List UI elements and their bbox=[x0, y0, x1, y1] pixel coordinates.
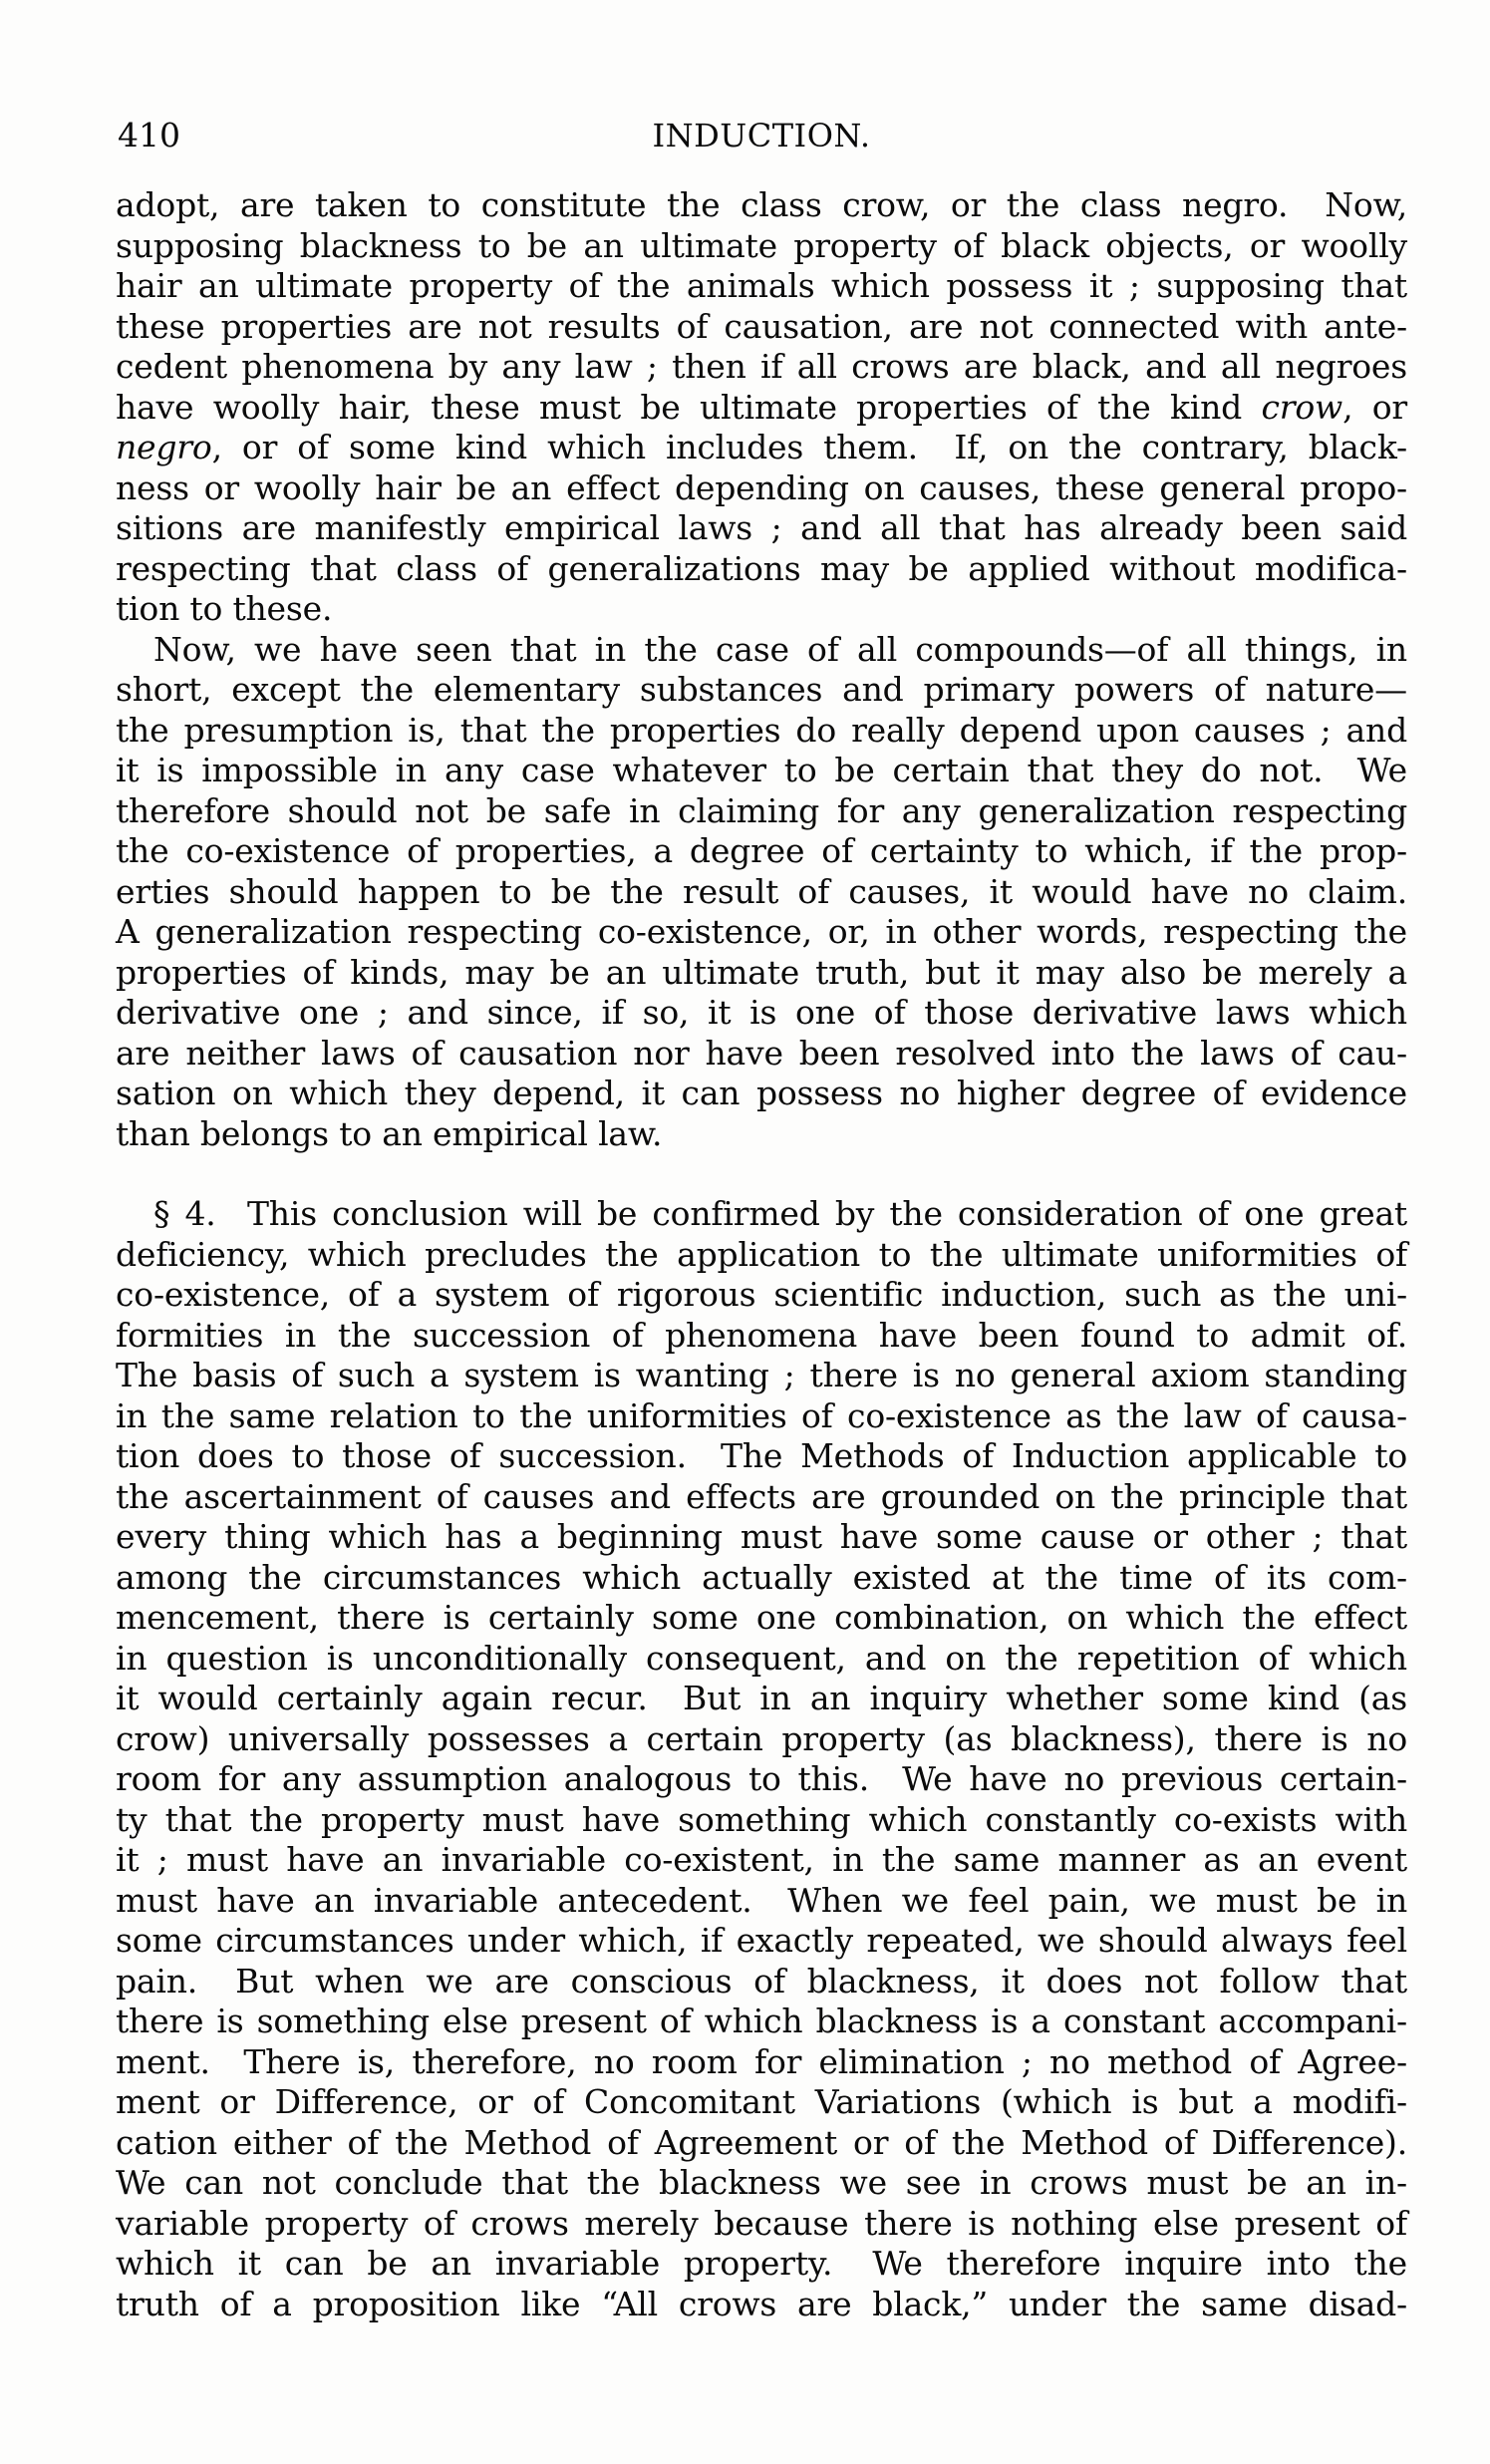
text-line: sation on which they depend, it can possess no higher degree of evidence bbox=[116, 1074, 1407, 1112]
text-line: have woolly hair, these must be ultimate properties of the kind crow, or bbox=[116, 387, 1408, 427]
text-line: hair an ultimate property of the animals which possess it ; supposing that bbox=[116, 266, 1407, 305]
text-line: cedent phenomena by any law ; then if all crows are black, and all negroes bbox=[116, 347, 1407, 386]
text-line: ty that the property must have something which constantly co-exists with bbox=[116, 1799, 1407, 1839]
text-line: which it can be an invariable property. We therefore inquire into the bbox=[116, 2244, 1407, 2283]
text-line: some circumstances under which, if exactly repeated, we should always feel bbox=[116, 1921, 1407, 1960]
paragraph bbox=[116, 185, 1407, 630]
text-line: ment or Difference, or of Concomitant Variations (which is but a modifi- bbox=[116, 2082, 1407, 2121]
text-line: § 4. This conclusion will be confirmed by the consideration of one great bbox=[153, 1194, 1407, 1233]
text-line: Now, we have seen that in the case of all compounds—of all things, in bbox=[153, 629, 1407, 669]
text-line: ness or woolly hair be an effect depending on causes, these general propo- bbox=[116, 467, 1407, 507]
page-header bbox=[116, 114, 1407, 157]
running-head: INDUCTION. bbox=[652, 117, 871, 154]
text-line: erties should happen to be the result of causes, it would have no claim. bbox=[116, 871, 1407, 911]
text-line: cation either of the Method of Agreement or of the Method of Difference). bbox=[116, 2122, 1407, 2162]
text-line: in question is unconditionally consequent, and on the repetition of which bbox=[116, 1638, 1407, 1678]
text-line: there is something else present of which blackness is a constant accompani- bbox=[116, 2002, 1407, 2040]
text-line: it ; must have an invariable co-existent, in the same manner as an event bbox=[116, 1840, 1407, 1879]
text-line: The basis of such a system is wanting ; there is no general axiom standing bbox=[116, 1356, 1407, 1394]
paragraph bbox=[116, 1194, 1407, 2324]
text-line: every thing which has a beginning must have some cause or other ; that bbox=[116, 1517, 1407, 1556]
text-line: among the circumstances which actually existed at the time of its com- bbox=[116, 1557, 1407, 1597]
text-line: properties of kinds, may be an ultimate truth, but it may also be merely a bbox=[116, 952, 1407, 992]
text-line: short, except the elementary substances and primary powers of nature— bbox=[116, 670, 1407, 709]
text-line: supposing blackness to be an ultimate property of black objects, or woolly bbox=[116, 225, 1407, 265]
page-text bbox=[116, 185, 1407, 2324]
text-line: these properties are not results of causation, are not connected with ante- bbox=[116, 306, 1407, 346]
paragraph bbox=[116, 630, 1407, 1155]
text-line: ment. There is, therefore, no room for elimination ; no method of Agree- bbox=[116, 2041, 1407, 2081]
text-line: crow) universally possesses a certain property (as blackness), there is no bbox=[116, 1718, 1407, 1758]
text-line: A generalization respecting co-existence, or, in other words, respecting the bbox=[116, 912, 1407, 951]
text-line: are neither laws of causation nor have been resolved into the laws of cau- bbox=[116, 1033, 1407, 1073]
page-number: 410 bbox=[118, 116, 180, 154]
text-line: than belongs to an empirical law. bbox=[116, 1113, 663, 1153]
text-line: deficiency, which precludes the application to the ultimate uniformities of bbox=[116, 1234, 1407, 1274]
text-line: sitions are manifestly empirical laws ; and all that has already been said bbox=[116, 508, 1407, 547]
text-line: tion does to those of succession. The Methods of Induction applicable to bbox=[116, 1436, 1407, 1475]
text-line: We can not conclude that the blackness we see in crows must be an in- bbox=[116, 2163, 1407, 2202]
text-line: the co-existence of properties, a degree of certainty to which, if the prop- bbox=[116, 831, 1407, 870]
text-line: in the same relation to the uniformities of co-existence as the law of causa- bbox=[116, 1395, 1407, 1435]
text-line: variable property of crows merely because there is nothing else present of bbox=[116, 2203, 1407, 2243]
text-line: truth of a proposition like “All crows are black,” under the same disad- bbox=[116, 2284, 1407, 2323]
text-line: mencement, there is certainly some one combination, on which the effect bbox=[116, 1598, 1407, 1637]
text-line: pain. But when we are conscious of blackness, it does not follow that bbox=[116, 1961, 1407, 2001]
text-line: formities in the succession of phenomena have been found to admit of. bbox=[116, 1315, 1407, 1355]
text-line: respecting that class of generalizations may be applied without modifica- bbox=[116, 548, 1407, 588]
text-line: tion to these. bbox=[116, 589, 333, 628]
text-line: must have an invariable antecedent. When we feel pain, we must be in bbox=[116, 1880, 1407, 1920]
text-line: negro, or of some kind which includes them. If, on the contrary, black- bbox=[116, 428, 1407, 466]
text-line: the ascertainment of causes and effects are grounded on the principle that bbox=[116, 1476, 1407, 1516]
text-line: room for any assumption analogous to this. We have no previous certain- bbox=[116, 1759, 1407, 1798]
text-line: derivative one ; and since, if so, it is one of those derivative laws which bbox=[116, 993, 1407, 1032]
text-line: it is impossible in any case whatever to be certain that they do not. We bbox=[116, 751, 1407, 789]
text-line: therefore should not be safe in claiming for any generalization respecting bbox=[116, 790, 1407, 830]
text-line: adopt, are taken to constitute the class crow, or the class negro. Now, bbox=[116, 185, 1407, 224]
text-line: co-existence, of a system of rigorous scientific induction, such as the uni- bbox=[116, 1275, 1407, 1314]
text-line: it would certainly again recur. But in an inquiry whether some kind (as bbox=[116, 1679, 1407, 1717]
text-line: the presumption is, that the properties do really depend upon causes ; and bbox=[116, 710, 1407, 750]
